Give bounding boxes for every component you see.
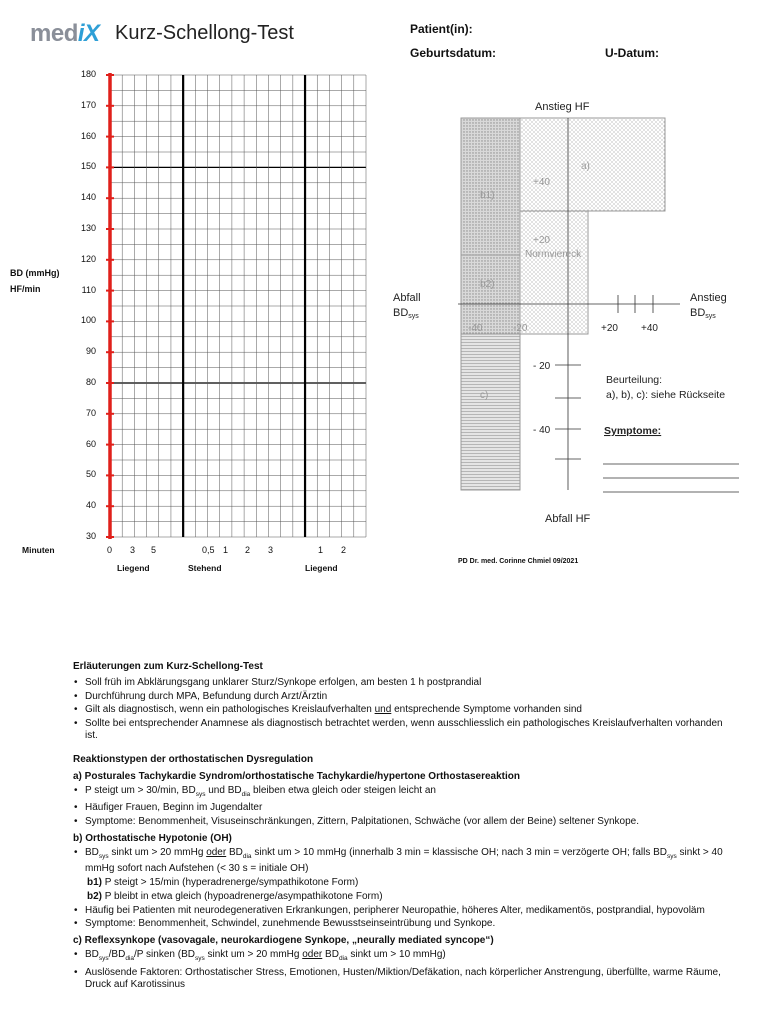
y-tick-label: 180 — [80, 69, 96, 79]
y-tick-label: 40 — [85, 500, 96, 511]
minutes-label: Minuten — [22, 545, 55, 555]
phase-lying-1: Liegend — [117, 563, 150, 573]
reaction-a-item-3: • Symptome: Benommenheit, Visuseinschränkungen, Zittern, Palpitationen, Schwäche (vor allem der Beine) seltener Synkope. — [85, 816, 728, 828]
explanation-item-1: • Soll früh im Abklärungsgang unklarer Sturz/Synkope erfolgen, am besten 1 h postprandial — [85, 677, 728, 689]
region-b1-label: b1) — [480, 190, 495, 201]
x-tick-label: 0,5 — [202, 545, 215, 555]
schellong-diagram — [385, 95, 765, 535]
label-abfall-hf: Abfall HF — [545, 513, 591, 525]
reaction-b1: b1) P steigt > 15/min (hyperadrenerge/sympathikotone Form) — [87, 876, 359, 888]
label-anstieg-bd: BDsys — [690, 307, 716, 320]
reaction-c-title: c) Reflexsynkope (vasovagale, neurokardiogene Synkope, „neurally mediated syncope“) — [73, 935, 494, 946]
exam-date-label: U-Datum: — [605, 46, 659, 60]
reaction-b-title: b) Orthostatische Hypotonie (OH) — [73, 832, 232, 844]
explanation-title: Erläuterungen zum Kurz-Schellong-Test — [73, 661, 263, 672]
measurement-grid[interactable] — [100, 70, 370, 545]
label-abfall-bd: BDsys — [393, 307, 419, 320]
y-tick-label: 160 — [80, 130, 96, 141]
bp-plus20-label: +20 — [601, 323, 618, 334]
region-a — [520, 118, 665, 211]
assessment-text: a), b), c): siehe Rückseite — [606, 389, 726, 401]
x-tick-label: 5 — [151, 545, 157, 555]
y-tick-label: 140 — [80, 192, 96, 203]
y-tick-label: 170 — [80, 99, 96, 110]
y-tick-label: 120 — [80, 253, 96, 264]
reaction-b-item-2: • Häufig bei Patienten mit neurodegenerativen Erkrankungen, peripherer Neuropathie, höheres Alter, medikamentös, postprandial, hypovoläm — [85, 905, 728, 917]
phase-lying-2: Liegend — [305, 563, 338, 573]
x-tick-label: 1 — [223, 545, 229, 555]
x-tick-label: 1 — [318, 545, 324, 555]
label-abfall: Abfall — [393, 292, 421, 304]
y-tick-label: 100 — [80, 315, 96, 326]
phase-standing: Stehend — [188, 563, 222, 573]
region-a-label: a) — [581, 161, 590, 172]
patient-label: Patient(in): — [410, 22, 473, 36]
medix-logo: mediX — [30, 20, 100, 47]
normviereck-box — [520, 211, 588, 334]
x-tick-label: 2 — [341, 545, 347, 555]
label-anstieg-hf: Anstieg HF — [535, 101, 590, 113]
x-tick-label: 3 — [130, 545, 136, 555]
reaction-b2: b2) P bleibt in etwa gleich (hypoadrenerge/asympathikotone Form) — [87, 890, 383, 902]
y-tick-label: 30 — [85, 531, 96, 541]
region-b2-label: b2) — [480, 279, 495, 290]
explanation-section — [73, 661, 728, 992]
region-c — [461, 334, 520, 490]
page-title: Kurz-Schellong-Test — [115, 22, 294, 44]
reaction-a-item-2: • Häufiger Frauen, Beginn im Jugendalter — [85, 802, 728, 814]
bp-minus40-label: -40 — [468, 323, 483, 334]
reaction-b-item-1: • $BD_{sys}$ sinkt um > 20 mmHg oder $BD_{dia}$ sinkt um > 10 mmHg (innerhalb 3 min = klassische OH; nach 3 min = verzögerte OH; falls $BD_{sys}$ sinkt > 40 mmHg sofort nach Aufstehen (< 30 s = initiale OH) — [85, 847, 728, 875]
bp-plus40-label: +40 — [641, 323, 658, 334]
y-tick-label: 70 — [85, 407, 96, 418]
birthdate-label: Geburtsdatum: — [410, 46, 497, 60]
explanation-item-3: • Gilt als diagnostisch, wenn ein pathologisches Kreislaufverhalten und entsprechende Symptome vorhanden sind — [85, 704, 728, 716]
x-tick-label: 3 — [268, 545, 274, 555]
hr-minus20-label: - 20 — [533, 361, 551, 372]
assessment-title: Beurteilung: — [606, 374, 663, 386]
reaction-c-item-2: • Auslösende Faktoren: Orthostatischer Stress, Emotionen, Husten/Miktion/Defäkation, nach körperlicher Anstrengung, überfüllte, warme Räume, Druck auf Karotissinus — [85, 967, 728, 991]
label-anstieg: Anstieg — [690, 292, 727, 304]
y-tick-label: 80 — [85, 377, 96, 387]
reaction-title: Reaktionstypen der orthostatischen Dysregulation — [73, 753, 314, 765]
reaction-b-item-3: • Symptome: Benommenheit, Schwindel, zunehmende Bewusstseinseintrübung und Synkope. — [85, 918, 728, 930]
y-tick-label: 90 — [85, 346, 96, 357]
y-tick-label: 130 — [80, 223, 96, 233]
hr-minus40-label: - 40 — [533, 425, 551, 436]
reaction-c-item-1: • $BD_{sys}/BD_{dia}/P$ sinken ($BD_{sys}$ sinkt um > 20 mmHg oder $BD_{dia}$ sinkt um > 10 mmHg) — [85, 949, 728, 965]
y-axis-label-bp: BD (mmHg) — [10, 268, 60, 278]
region-b1 — [461, 118, 520, 255]
bp-minus20-label: -20 — [513, 323, 528, 334]
author-line: PD Dr. med. Corinne Chmiel 09/2021 — [458, 558, 579, 565]
hr-plus40-label: +40 — [533, 177, 550, 188]
y-tick-label: 150 — [80, 161, 96, 172]
y-tick-label: 60 — [85, 438, 96, 449]
x-tick-label: 2 — [245, 545, 251, 555]
symptoms-label: Symptome: — [604, 425, 662, 437]
y-axis-label-hr: HF/min — [10, 284, 41, 294]
x-tick-label: 0 — [107, 545, 113, 555]
reaction-a-title: a) Posturales Tachykardie Syndrom/orthostatische Tachykardie/hypertone Orthostasereaktion — [73, 770, 520, 782]
normviereck-label: Normviereck — [525, 249, 582, 260]
explanation-item-2: • Durchführung durch MPA, Befundung durch Arzt/Ärztin — [85, 691, 728, 703]
reaction-a-item-1: • P steigt um > 30/min, $BD_{sys}$ und $BD_{dia}$ bleiben etwa gleich oder steigen leicht an — [85, 785, 728, 801]
grid-lines — [106, 73, 366, 539]
y-tick-label: 50 — [85, 469, 96, 480]
explanation-item-4: • Sollte bei entsprechender Anamnese als diagnostisch betrachtet werden, wenn ausschliesslich ein pathologisches Kreislaufverhalten vorhanden ist. — [85, 718, 728, 742]
region-c-label: c) — [480, 390, 489, 401]
hr-plus20-label: +20 — [533, 235, 550, 246]
y-tick-label: 110 — [81, 284, 96, 295]
